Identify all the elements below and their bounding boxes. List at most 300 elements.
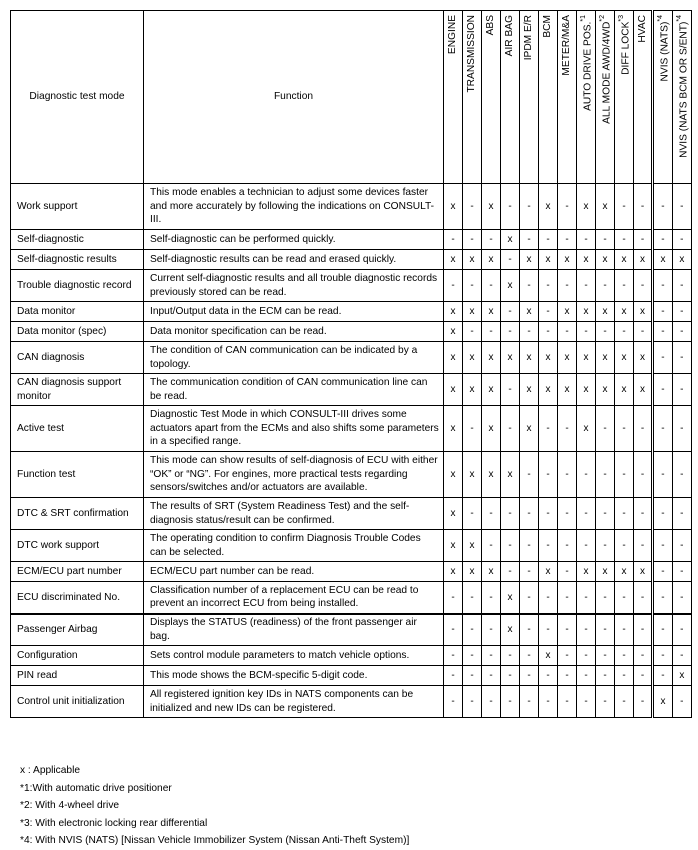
row-function: Data monitor specification can be read. — [144, 322, 444, 342]
applicability-cell: x — [482, 184, 501, 230]
header-system — [539, 11, 558, 184]
applicability-cell: - — [615, 582, 634, 614]
applicability-cell: x — [463, 302, 482, 322]
applicability-cell: x — [596, 562, 615, 582]
applicability-cell: - — [653, 498, 673, 530]
applicability-cell: - — [539, 322, 558, 342]
applicability-cell: - — [520, 452, 539, 498]
row-mode: Function test — [11, 452, 144, 498]
applicability-cell: x — [634, 562, 653, 582]
applicability-cell: - — [672, 322, 691, 342]
applicability-cell: - — [653, 530, 673, 562]
applicability-cell: - — [444, 614, 463, 646]
applicability-cell: x — [444, 406, 463, 452]
applicability-cell: - — [501, 302, 520, 322]
applicability-cell: x — [672, 666, 691, 686]
applicability-cell: x — [615, 342, 634, 374]
applicability-cell: - — [577, 530, 596, 562]
applicability-cell: - — [539, 302, 558, 322]
header-system — [558, 11, 577, 184]
applicability-cell: - — [482, 614, 501, 646]
table-row — [11, 270, 692, 302]
header-system — [501, 11, 520, 184]
applicability-cell: - — [653, 646, 673, 666]
header-function: Function — [144, 11, 444, 184]
applicability-cell: - — [653, 342, 673, 374]
applicability-cell: - — [482, 530, 501, 562]
applicability-cell: - — [501, 646, 520, 666]
row-mode: Data monitor (spec) — [11, 322, 144, 342]
applicability-cell: - — [596, 646, 615, 666]
header-system — [577, 11, 596, 184]
footnotes — [20, 762, 409, 850]
applicability-cell: x — [520, 250, 539, 270]
header-system-label: NVIS (NATS)$^{*4}$ — [657, 15, 671, 82]
footnote: *2: With 4-wheel drive — [20, 800, 120, 811]
applicability-cell: x — [596, 374, 615, 406]
applicability-cell: - — [634, 230, 653, 250]
applicability-cell: - — [615, 452, 634, 498]
applicability-cell: - — [501, 562, 520, 582]
applicability-cell: - — [653, 374, 673, 406]
applicability-cell: - — [653, 302, 673, 322]
applicability-cell: x — [653, 250, 673, 270]
table-row — [11, 406, 692, 452]
applicability-cell: - — [463, 666, 482, 686]
row-function: Displays the STATUS (readiness) of the front passenger air bag. — [144, 614, 444, 646]
applicability-cell: - — [634, 666, 653, 686]
applicability-cell: x — [596, 250, 615, 270]
applicability-cell: x — [463, 250, 482, 270]
header-system — [444, 11, 463, 184]
applicability-cell: x — [444, 184, 463, 230]
row-function: Current self-diagnostic results and all trouble diagnostic records previously stored can be read. — [144, 270, 444, 302]
applicability-cell: x — [444, 498, 463, 530]
applicability-cell: - — [672, 614, 691, 646]
applicability-cell: - — [463, 686, 482, 718]
applicability-cell: x — [577, 374, 596, 406]
row-function: This mode shows the BCM-specific 5-digit code. — [144, 666, 444, 686]
applicability-cell: - — [596, 452, 615, 498]
applicability-cell: - — [672, 374, 691, 406]
applicability-cell: - — [577, 230, 596, 250]
table-row — [11, 686, 692, 718]
row-mode: Self-diagnostic — [11, 230, 144, 250]
diagnostic-table — [10, 10, 692, 718]
applicability-cell: - — [577, 614, 596, 646]
applicability-cell: - — [653, 666, 673, 686]
applicability-cell: - — [596, 322, 615, 342]
applicability-cell: x — [501, 582, 520, 614]
applicability-cell: - — [615, 666, 634, 686]
applicability-cell: - — [577, 646, 596, 666]
applicability-cell: - — [634, 646, 653, 666]
row-function: This mode can show results of self-diagnosis of ECU with either “OK” or “NG”. For engines, more practical tests regarding sensors/switches and/or actuators are available. — [144, 452, 444, 498]
header-system-label: METER/M&A — [561, 15, 573, 76]
table-row — [11, 322, 692, 342]
applicability-cell: - — [558, 614, 577, 646]
applicability-cell: - — [482, 270, 501, 302]
applicability-cell: - — [539, 270, 558, 302]
applicability-cell: - — [653, 406, 673, 452]
applicability-cell: - — [615, 530, 634, 562]
applicability-cell: - — [596, 666, 615, 686]
applicability-cell: x — [596, 342, 615, 374]
applicability-cell: x — [615, 250, 634, 270]
applicability-cell: x — [615, 374, 634, 406]
applicability-cell: x — [482, 374, 501, 406]
applicability-cell: x — [577, 406, 596, 452]
applicability-cell: - — [596, 230, 615, 250]
row-function: The communication condition of CAN communication line can be read. — [144, 374, 444, 406]
header-system-label: ABS — [485, 15, 497, 36]
applicability-cell: x — [520, 374, 539, 406]
applicability-cell: x — [444, 452, 463, 498]
applicability-cell: x — [463, 530, 482, 562]
applicability-cell: - — [653, 582, 673, 614]
applicability-cell: - — [501, 322, 520, 342]
applicability-cell: - — [539, 452, 558, 498]
applicability-cell: - — [482, 582, 501, 614]
table-row — [11, 582, 692, 614]
applicability-cell: - — [615, 230, 634, 250]
applicability-cell: x — [482, 342, 501, 374]
applicability-cell: x — [482, 452, 501, 498]
applicability-cell: - — [615, 646, 634, 666]
applicability-cell: - — [482, 498, 501, 530]
applicability-cell: - — [539, 666, 558, 686]
row-mode: Control unit initialization — [11, 686, 144, 718]
row-mode: Active test — [11, 406, 144, 452]
header-system — [653, 11, 673, 184]
applicability-cell: x — [539, 184, 558, 230]
row-function: Diagnostic Test Mode in which CONSULT-III drives some actuators apart from the ECMs and also shifts some parameters in a specified range. — [144, 406, 444, 452]
applicability-cell: - — [672, 562, 691, 582]
row-function: The results of SRT (System Readiness Test) and the self-diagnosis status/result can be confirmed. — [144, 498, 444, 530]
header-system — [463, 11, 482, 184]
applicability-cell: - — [634, 270, 653, 302]
applicability-cell: - — [520, 614, 539, 646]
applicability-cell: - — [444, 270, 463, 302]
applicability-cell: - — [520, 646, 539, 666]
applicability-cell: - — [653, 452, 673, 498]
row-function: Input/Output data in the ECM can be read. — [144, 302, 444, 322]
applicability-cell: x — [520, 342, 539, 374]
applicability-cell: x — [577, 562, 596, 582]
applicability-cell: - — [653, 614, 673, 646]
applicability-cell: - — [539, 530, 558, 562]
applicability-cell: - — [520, 562, 539, 582]
applicability-cell: - — [501, 406, 520, 452]
applicability-cell: - — [634, 498, 653, 530]
table-row — [11, 614, 692, 646]
applicability-cell: - — [520, 666, 539, 686]
applicability-cell: - — [539, 614, 558, 646]
applicability-cell: - — [463, 184, 482, 230]
row-mode: Configuration — [11, 646, 144, 666]
applicability-cell: - — [558, 666, 577, 686]
applicability-cell: - — [672, 530, 691, 562]
applicability-cell: - — [615, 406, 634, 452]
applicability-cell: x — [444, 302, 463, 322]
applicability-cell: x — [558, 374, 577, 406]
applicability-cell: - — [558, 452, 577, 498]
applicability-cell: - — [672, 452, 691, 498]
applicability-cell: x — [539, 374, 558, 406]
table-row — [11, 374, 692, 406]
header-system — [482, 11, 501, 184]
applicability-cell: - — [444, 582, 463, 614]
applicability-cell: - — [615, 322, 634, 342]
row-mode: PIN read — [11, 666, 144, 686]
applicability-cell: - — [558, 230, 577, 250]
applicability-cell: - — [520, 498, 539, 530]
applicability-cell: - — [520, 230, 539, 250]
applicability-cell: - — [615, 498, 634, 530]
applicability-cell: x — [539, 646, 558, 666]
applicability-cell: x — [577, 342, 596, 374]
row-function: This mode enables a technician to adjust some devices faster and more accurately by following the indications on CONSULT-III. — [144, 184, 444, 230]
applicability-cell: x — [482, 562, 501, 582]
applicability-cell: x — [520, 302, 539, 322]
header-system-label: ALL MODE AWD/4WD$^{*2}$ — [599, 15, 613, 124]
applicability-cell: - — [463, 406, 482, 452]
row-function: The operating condition to confirm Diagnosis Trouble Codes can be selected. — [144, 530, 444, 562]
applicability-cell: - — [577, 686, 596, 718]
applicability-cell: - — [520, 530, 539, 562]
applicability-cell: - — [558, 498, 577, 530]
footnote: *4: With NVIS (NATS) [Nissan Vehicle Immobilizer System (Nissan Anti-Theft System)] — [20, 835, 410, 846]
table-row — [11, 342, 692, 374]
row-mode: Trouble diagnostic record — [11, 270, 144, 302]
applicability-cell: - — [520, 322, 539, 342]
row-function: The condition of CAN communication can be indicated by a topology. — [144, 342, 444, 374]
applicability-cell: x — [463, 374, 482, 406]
table-row — [11, 562, 692, 582]
applicability-cell: - — [615, 614, 634, 646]
row-mode: DTC & SRT confirmation — [11, 498, 144, 530]
applicability-cell: - — [615, 270, 634, 302]
header-system — [520, 11, 539, 184]
header-row — [11, 11, 692, 184]
applicability-cell: - — [482, 230, 501, 250]
applicability-cell: x — [444, 342, 463, 374]
applicability-cell: - — [501, 686, 520, 718]
applicability-cell: x — [615, 562, 634, 582]
applicability-cell: x — [539, 250, 558, 270]
applicability-cell: - — [463, 230, 482, 250]
applicability-cell: x — [463, 342, 482, 374]
row-function: Self-diagnostic can be performed quickly. — [144, 230, 444, 250]
applicability-cell: - — [463, 498, 482, 530]
row-function: Classification number of a replacement ECU can be read to prevent an incorrect ECU from being installed. — [144, 582, 444, 614]
applicability-cell: x — [596, 302, 615, 322]
applicability-cell: - — [501, 498, 520, 530]
table-row — [11, 250, 692, 270]
table-row — [11, 184, 692, 230]
applicability-cell: - — [634, 686, 653, 718]
footnote: x : Applicable — [20, 765, 81, 776]
header-system-label: ENGINE — [447, 15, 459, 55]
applicability-cell: - — [501, 666, 520, 686]
row-function: All registered ignition key IDs in NATS components can be initialized and new IDs can be registered. — [144, 686, 444, 718]
diagnostic-document — [10, 10, 692, 846]
table-row — [11, 498, 692, 530]
applicability-cell: - — [672, 686, 691, 718]
applicability-cell: - — [653, 322, 673, 342]
applicability-cell: - — [482, 646, 501, 666]
applicability-cell: x — [501, 452, 520, 498]
header-system-label: HVAC — [636, 15, 648, 43]
applicability-cell: - — [596, 686, 615, 718]
applicability-cell: x — [634, 374, 653, 406]
applicability-cell: - — [520, 184, 539, 230]
row-function: Sets control module parameters to match vehicle options. — [144, 646, 444, 666]
applicability-cell: - — [463, 322, 482, 342]
header-system-label: NVIS (NATS BCM OR S/ENT)$^{*4}$ — [675, 15, 690, 158]
table-row — [11, 666, 692, 686]
applicability-cell: - — [482, 666, 501, 686]
applicability-cell: x — [577, 302, 596, 322]
applicability-cell: x — [482, 250, 501, 270]
applicability-cell: - — [577, 582, 596, 614]
applicability-cell: - — [672, 342, 691, 374]
applicability-cell: - — [539, 230, 558, 250]
applicability-cell: - — [672, 406, 691, 452]
applicability-cell: - — [672, 230, 691, 250]
row-function: Self-diagnostic results can be read and erased quickly. — [144, 250, 444, 270]
applicability-cell: x — [501, 230, 520, 250]
row-mode: ECU discriminated No. — [11, 582, 144, 614]
applicability-cell: - — [539, 686, 558, 718]
row-mode: DTC work support — [11, 530, 144, 562]
footnote: *1:With automatic drive positioner — [20, 782, 172, 794]
applicability-cell: - — [444, 646, 463, 666]
applicability-cell: x — [577, 250, 596, 270]
applicability-cell: - — [634, 614, 653, 646]
applicability-cell: - — [463, 582, 482, 614]
applicability-cell: x — [539, 562, 558, 582]
applicability-cell: x — [444, 562, 463, 582]
applicability-cell: - — [577, 452, 596, 498]
applicability-cell: x — [672, 250, 691, 270]
row-mode: Data monitor — [11, 302, 144, 322]
applicability-cell: x — [520, 406, 539, 452]
applicability-cell: - — [501, 184, 520, 230]
applicability-cell: - — [520, 686, 539, 718]
table-row — [11, 530, 692, 562]
applicability-cell: - — [577, 322, 596, 342]
applicability-cell: - — [596, 582, 615, 614]
applicability-cell: - — [444, 666, 463, 686]
applicability-cell: x — [653, 686, 673, 718]
applicability-cell: - — [653, 270, 673, 302]
header-mode: Diagnostic test mode — [11, 11, 144, 184]
applicability-cell: x — [482, 302, 501, 322]
applicability-cell: - — [539, 498, 558, 530]
applicability-cell: - — [672, 498, 691, 530]
applicability-cell: - — [520, 270, 539, 302]
applicability-cell: - — [672, 270, 691, 302]
header-system — [615, 11, 634, 184]
applicability-cell: - — [558, 184, 577, 230]
applicability-cell: - — [501, 530, 520, 562]
applicability-cell: - — [672, 582, 691, 614]
applicability-cell: - — [615, 184, 634, 230]
applicability-cell: - — [558, 406, 577, 452]
applicability-cell: - — [577, 270, 596, 302]
applicability-cell: - — [558, 322, 577, 342]
applicability-cell: x — [558, 342, 577, 374]
applicability-cell: - — [520, 582, 539, 614]
applicability-cell: - — [558, 646, 577, 666]
row-function: ECM/ECU part number can be read. — [144, 562, 444, 582]
table-body — [11, 184, 692, 718]
applicability-cell: x — [558, 302, 577, 322]
applicability-cell: - — [444, 686, 463, 718]
header-system-label: AIR BAG — [504, 15, 516, 57]
table-row — [11, 452, 692, 498]
applicability-cell: - — [615, 686, 634, 718]
applicability-cell: - — [558, 582, 577, 614]
applicability-cell: - — [539, 582, 558, 614]
table-row — [11, 230, 692, 250]
applicability-cell: - — [596, 406, 615, 452]
header-system-label: TRANSMISSION — [466, 15, 478, 93]
applicability-cell: x — [501, 342, 520, 374]
table-row — [11, 646, 692, 666]
applicability-cell: x — [463, 562, 482, 582]
applicability-cell: x — [615, 302, 634, 322]
header-system — [672, 11, 691, 184]
applicability-cell: - — [672, 646, 691, 666]
applicability-cell: - — [501, 250, 520, 270]
applicability-cell: - — [634, 452, 653, 498]
applicability-cell: x — [596, 184, 615, 230]
row-mode: Work support — [11, 184, 144, 230]
applicability-cell: - — [463, 646, 482, 666]
header-system-label: BCM — [542, 15, 554, 38]
applicability-cell: - — [634, 406, 653, 452]
applicability-cell: - — [558, 686, 577, 718]
footnote: *3: With electronic locking rear differential — [20, 817, 208, 829]
applicability-cell: x — [444, 530, 463, 562]
row-mode: Self-diagnostic results — [11, 250, 144, 270]
applicability-cell: - — [596, 530, 615, 562]
applicability-cell: x — [634, 342, 653, 374]
applicability-cell: - — [463, 614, 482, 646]
applicability-cell: - — [672, 184, 691, 230]
applicability-cell: x — [444, 250, 463, 270]
applicability-cell: - — [634, 322, 653, 342]
applicability-cell: x — [501, 270, 520, 302]
applicability-cell: - — [653, 230, 673, 250]
applicability-cell: x — [577, 184, 596, 230]
applicability-cell: - — [672, 302, 691, 322]
header-system-label: DIFF LOCK$^{*3}$ — [618, 15, 632, 75]
applicability-cell: x — [501, 614, 520, 646]
row-mode: CAN diagnosis support monitor — [11, 374, 144, 406]
row-mode: CAN diagnosis — [11, 342, 144, 374]
applicability-cell: x — [558, 250, 577, 270]
header-system-label: AUTO DRIVE POS.$^{*1}$ — [580, 15, 594, 111]
applicability-cell: - — [653, 562, 673, 582]
applicability-cell: - — [463, 270, 482, 302]
applicability-cell: - — [596, 270, 615, 302]
applicability-cell: - — [596, 498, 615, 530]
applicability-cell: x — [444, 322, 463, 342]
table-row — [11, 302, 692, 322]
